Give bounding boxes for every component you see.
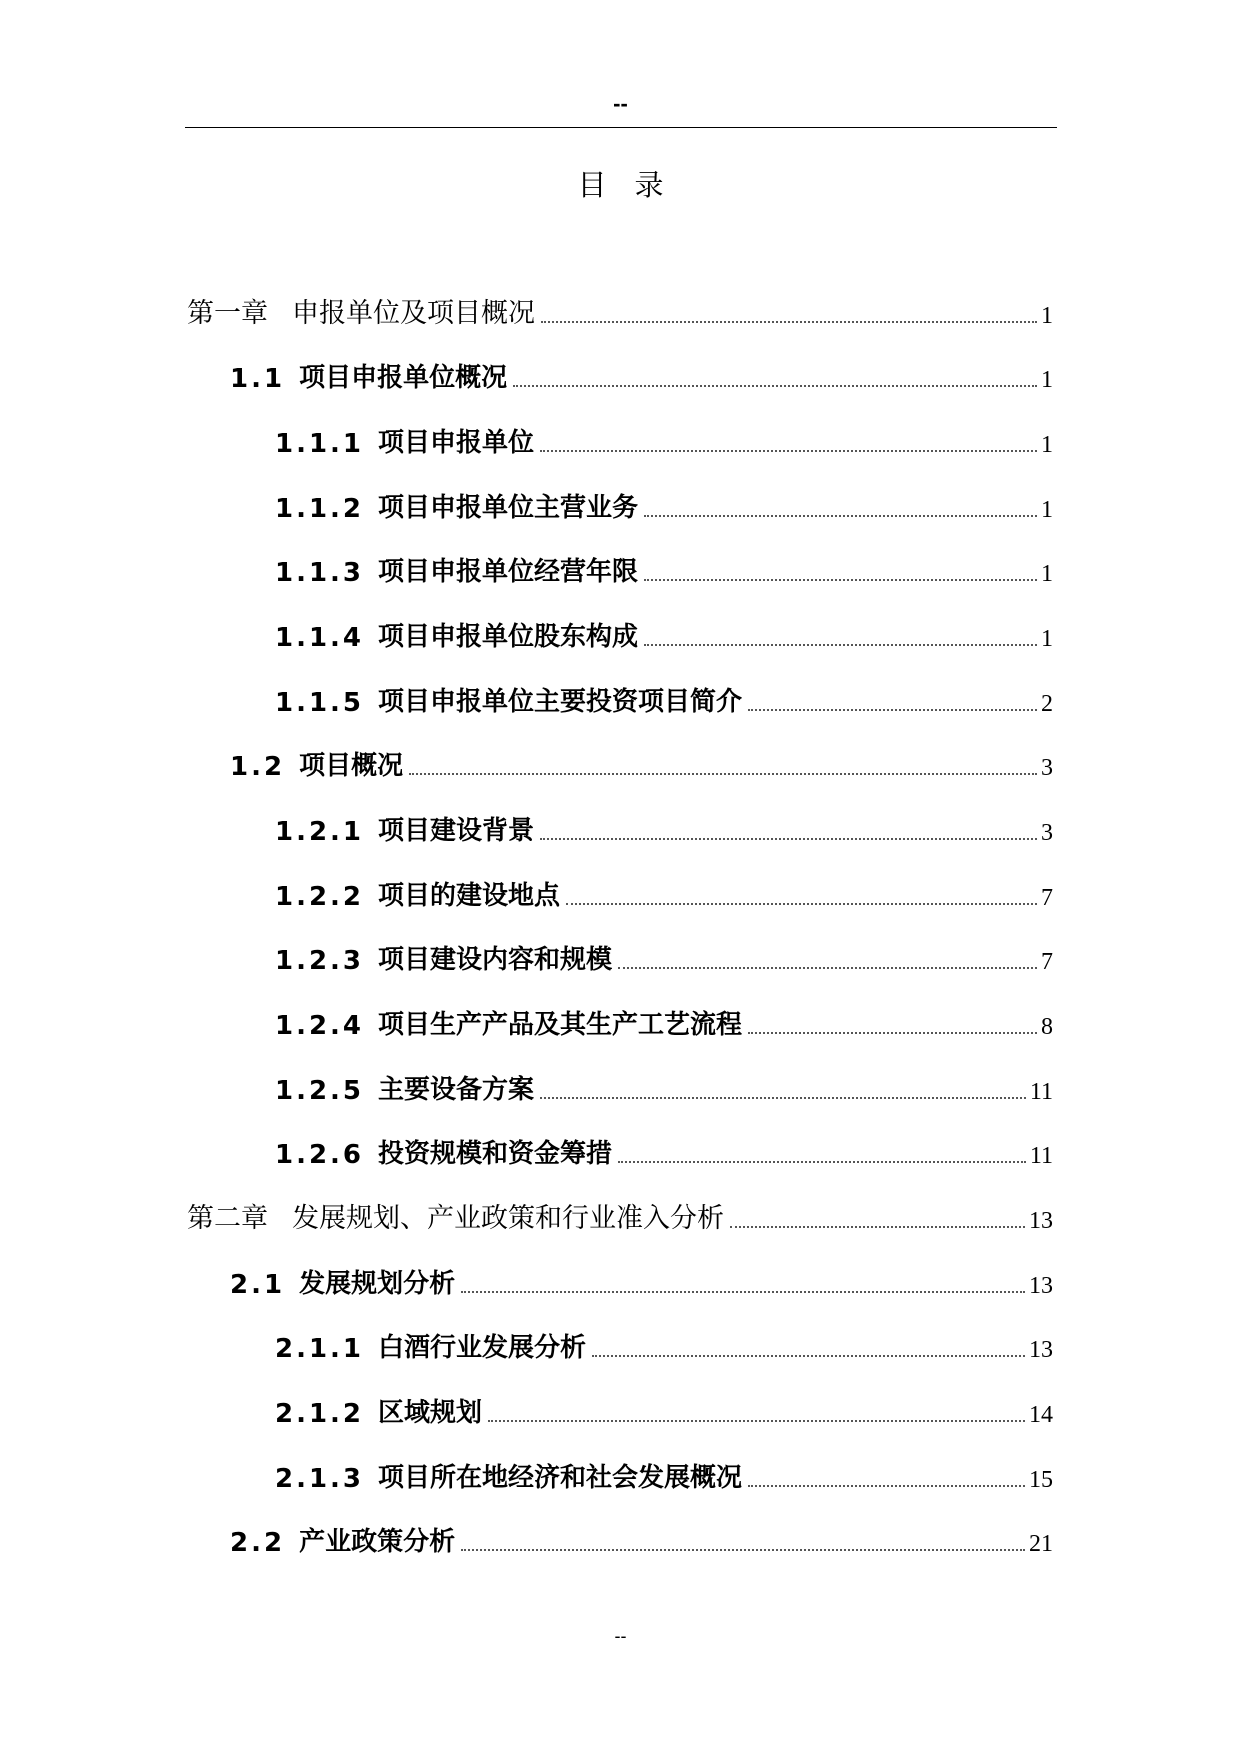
toc-entry-page: 13 [1029,1273,1053,1299]
toc-entry-title: 项目申报单位主营业务 [378,493,639,523]
toc-entry-title: 项目申报单位概况 [299,363,508,393]
toc-entry[interactable] [187,290,1053,330]
toc-entry[interactable] [275,1454,1053,1494]
toc-entry[interactable] [275,1389,1053,1429]
toc-dot-leader [409,773,1037,775]
toc-entry-page: 3 [1041,755,1053,781]
toc-entry[interactable] [275,1066,1053,1106]
toc-dot-leader [644,644,1037,646]
toc-entry[interactable] [275,1001,1053,1041]
toc-entry-number: 1.2.3 [275,946,365,976]
toc-entry-title: 项目所在地经济和社会发展概况 [378,1463,743,1493]
toc-entry-number: 1.1 [230,364,286,394]
toc-entry[interactable] [275,678,1053,718]
toc-entry-number: 1.1.5 [275,688,365,718]
toc-entry-page: 7 [1041,949,1053,975]
toc-entry-page: 1 [1041,303,1053,329]
toc-entry-number: 1.1.3 [275,558,365,588]
toc-dot-leader [566,903,1037,905]
toc-entry-number: 1.2.5 [275,1076,365,1106]
toc-dot-leader [461,1549,1025,1551]
toc-entry-title: 产业政策分析 [299,1527,456,1557]
toc-entry-number: 2.1.2 [275,1399,365,1429]
toc-entry-title: 项目申报单位股东构成 [378,622,639,652]
toc-entry-page: 1 [1041,432,1053,458]
toc-entry[interactable] [275,1130,1053,1170]
toc-entry-page: 11 [1029,1079,1053,1105]
toc-entry[interactable] [275,807,1053,847]
toc-entry[interactable] [275,548,1053,588]
toc-dot-leader [618,967,1037,969]
toc-dot-leader [644,515,1037,517]
toc-entry-title: 项目建设背景 [378,816,535,846]
toc-dot-leader [748,1032,1037,1034]
toc-entry-page: 15 [1029,1467,1053,1493]
toc-entry-title: 项目概况 [299,751,404,781]
header-divider [185,127,1057,128]
toc-entry-page: 21 [1029,1531,1053,1557]
toc-dot-leader [730,1226,1025,1228]
toc-entry-number: 1.2.6 [275,1140,365,1170]
toc-entry[interactable] [275,419,1053,459]
toc-entry-title: 项目建设内容和规模 [378,945,613,975]
toc-entry-number: 2.1.1 [275,1334,365,1364]
toc-entry-number: 1.2.2 [275,882,365,912]
toc-entry-page: 3 [1041,820,1053,846]
toc-entry-title: 投资规模和资金筹措 [378,1139,613,1169]
toc-dot-leader [540,450,1037,452]
toc-entry[interactable] [275,613,1053,653]
toc-entry-page: 1 [1041,497,1053,523]
toc-dot-leader [541,321,1037,323]
toc-entry-page: 13 [1029,1208,1053,1234]
toc-entry-title: 发展规划分析 [299,1269,456,1299]
toc-entry-number: 2.2 [230,1528,286,1558]
page-header-mark: -- [613,91,628,116]
toc-entry-page: 1 [1041,626,1053,652]
toc-entry[interactable] [230,742,1053,782]
toc-entry-page: 1 [1041,561,1053,587]
toc-entry-title: 项目申报单位 [378,428,535,458]
toc-entry-title: 项目生产产品及其生产工艺流程 [378,1010,743,1040]
toc-entry[interactable] [230,1260,1053,1300]
toc-entry-number: 1.2 [230,752,286,782]
toc-dot-leader [644,579,1037,581]
toc-entry-number: 1.2.1 [275,817,365,847]
toc-entry-title: 项目申报单位经营年限 [378,557,639,587]
toc-entry-number: 1.1.1 [275,429,365,459]
toc-entry[interactable] [187,1195,1053,1235]
toc-dot-leader [461,1291,1025,1293]
toc-entry-title: 主要设备方案 [378,1075,535,1105]
toc-entry[interactable] [230,1518,1053,1558]
toc-entry-number: 1.1.4 [275,623,365,653]
toc-entry[interactable] [275,872,1053,912]
toc-entry-number: 第一章 [187,298,268,329]
toc-entry-page: 8 [1041,1014,1053,1040]
toc-entry-number: 2.1 [230,1270,286,1300]
toc-entry-page: 11 [1029,1143,1053,1169]
toc-dot-leader [488,1420,1025,1422]
toc-entry-page: 2 [1041,691,1053,717]
toc-dot-leader [540,1097,1026,1099]
toc-entry-page: 1 [1041,367,1053,393]
toc-dot-leader [513,385,1037,387]
toc-entry-title: 白酒行业发展分析 [378,1333,587,1363]
toc-entry[interactable] [275,936,1053,976]
toc-entry-number: 第二章 [187,1203,268,1234]
toc-entry-number: 1.2.4 [275,1011,365,1041]
toc-entry-page: 7 [1041,885,1053,911]
toc-entry-title: 申报单位及项目概况 [292,298,535,329]
toc-entry-number: 1.1.2 [275,494,365,524]
toc-dot-leader [618,1161,1026,1163]
toc-entry-page: 14 [1029,1402,1053,1428]
toc-dot-leader [748,1485,1025,1487]
toc-entry[interactable] [275,1324,1053,1364]
toc-dot-leader [540,838,1037,840]
toc-entry-title: 项目申报单位主要投资项目简介 [378,687,743,717]
toc-dot-leader [592,1355,1025,1357]
toc-entry-title: 区域规划 [378,1398,483,1428]
toc-entry[interactable] [230,354,1053,394]
toc-entry-title: 发展规划、产业政策和行业准入分析 [292,1203,724,1234]
page-footer-mark: -- [614,1626,627,1646]
toc-title: 目录 [577,168,692,202]
toc-entry-page: 13 [1029,1337,1053,1363]
toc-entry-title: 项目的建设地点 [378,881,561,911]
toc-dot-leader [748,709,1037,711]
toc-entry[interactable] [275,484,1053,524]
toc-entry-number: 2.1.3 [275,1464,365,1494]
